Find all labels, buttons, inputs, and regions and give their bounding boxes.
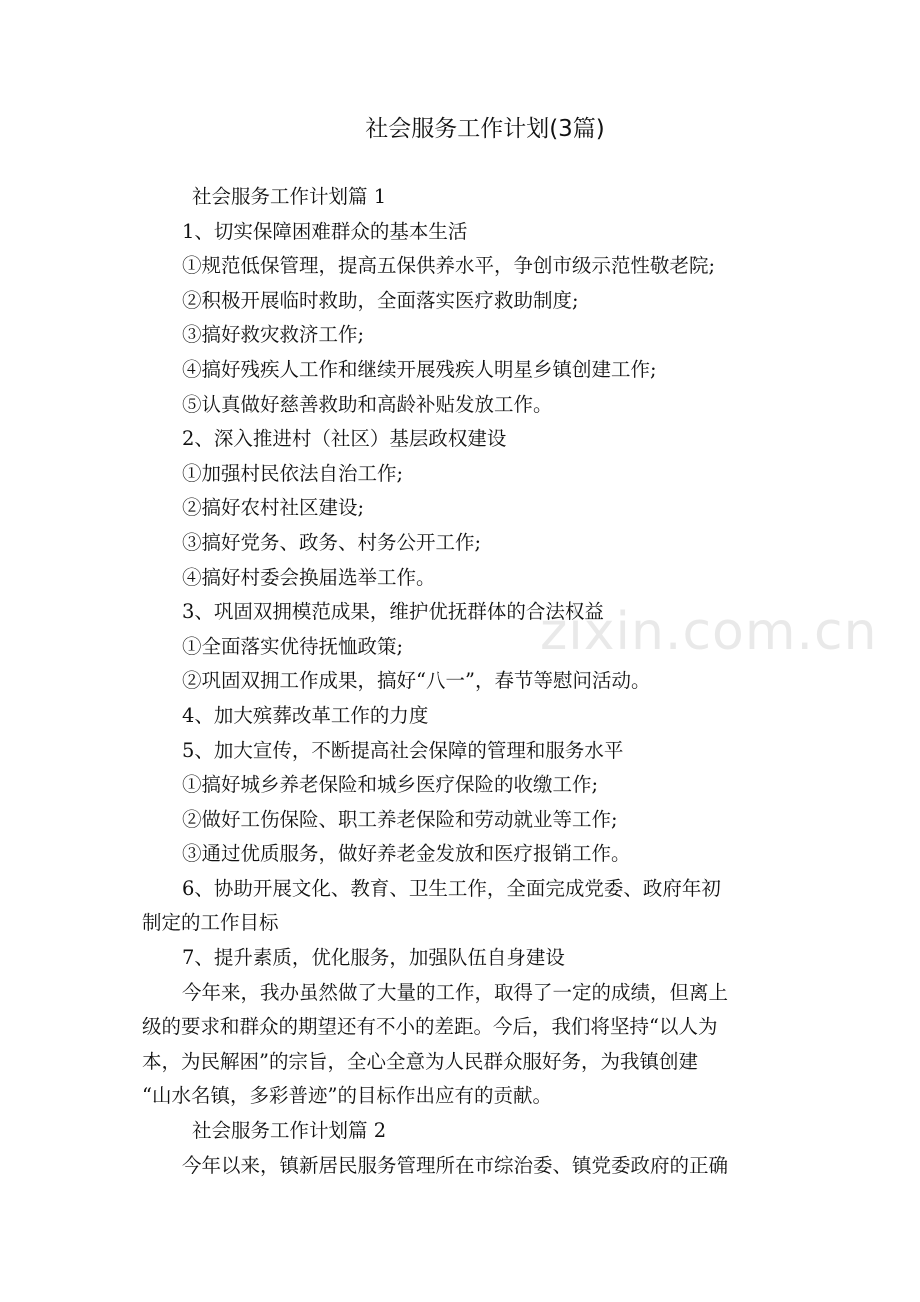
watermark: zixin.com.cn (540, 602, 878, 662)
item-heading-5: 5、加大宣传，不断提高社会保障的管理和服务水平 (182, 738, 624, 762)
sub-item: ①规范低保管理，提高五保供养水平，争创市级示范性敬老院; (182, 254, 716, 278)
sub-item: ①全面落实优待抚恤政策; (182, 634, 404, 658)
document-title: 社会服务工作计划(3篇) (365, 116, 605, 142)
item-heading-3: 3、巩固双拥模范成果，维护优抚群体的合法权益 (182, 600, 604, 624)
sub-item: ②搞好农村社区建设; (182, 496, 365, 520)
paragraph-line: 今年以来，镇新居民服务管理所在市综治委、镇党委政府的正确 (182, 1153, 729, 1177)
item-heading-1: 1、切实保障困难群众的基本生活 (182, 219, 468, 243)
item-heading-6: 6、协助开展文化、教育、卫生工作，全面完成党委、政府年初 (182, 876, 721, 900)
sub-item: ④搞好村委会换届选举工作。 (182, 565, 436, 589)
sub-item: ③通过优质服务，做好养老金发放和医疗报销工作。 (182, 842, 631, 866)
sub-item: ②做好工伤保险、职工养老保险和劳动就业等工作; (182, 807, 618, 831)
section-heading-2: 社会服务工作计划篇 2 (192, 1119, 387, 1143)
section-heading-1: 社会服务工作计划篇 1 (192, 185, 387, 208)
paragraph-line: 本，为民解困”的宗旨，全心全意为人民群众服好务，为我镇创建 (142, 1049, 698, 1073)
sub-item: ①加强村民依法自治工作; (182, 461, 404, 485)
sub-item: ①搞好城乡养老保险和城乡医疗保险的收缴工作; (182, 773, 599, 797)
sub-item: ②巩固双拥工作成果，搞好“八一”，春节等慰问活动。 (182, 669, 651, 693)
sub-item: ④搞好残疾人工作和继续开展残疾人明星乡镇创建工作; (182, 357, 657, 381)
paragraph-line: 今年来，我办虽然做了大量的工作，取得了一定的成绩，但离上 (182, 980, 729, 1004)
item-heading-6-continued: 制定的工作目标 (142, 911, 279, 935)
item-heading-4: 4、加大殡葬改革工作的力度 (182, 703, 429, 727)
sub-item: ⑤认真做好慈善救助和高龄补贴发放工作。 (182, 392, 553, 416)
paragraph-line: 级的要求和群众的期望还有不小的差距。今后，我们将坚持“以人为 (142, 1015, 718, 1039)
item-heading-2: 2、深入推进村（社区）基层政权建设 (182, 427, 507, 451)
sub-item: ③搞好救灾救济工作; (182, 323, 365, 347)
paragraph-line: “山水名镇，多彩普迹”的目标作出应有的贡献。 (142, 1084, 552, 1108)
sub-item: ②积极开展临时救助，全面落实医疗救助制度; (182, 288, 579, 312)
item-heading-7: 7、提升素质，优化服务，加强队伍自身建设 (182, 946, 565, 970)
sub-item: ③搞好党务、政务、村务公开工作; (182, 530, 482, 554)
document-body (142, 180, 787, 1183)
